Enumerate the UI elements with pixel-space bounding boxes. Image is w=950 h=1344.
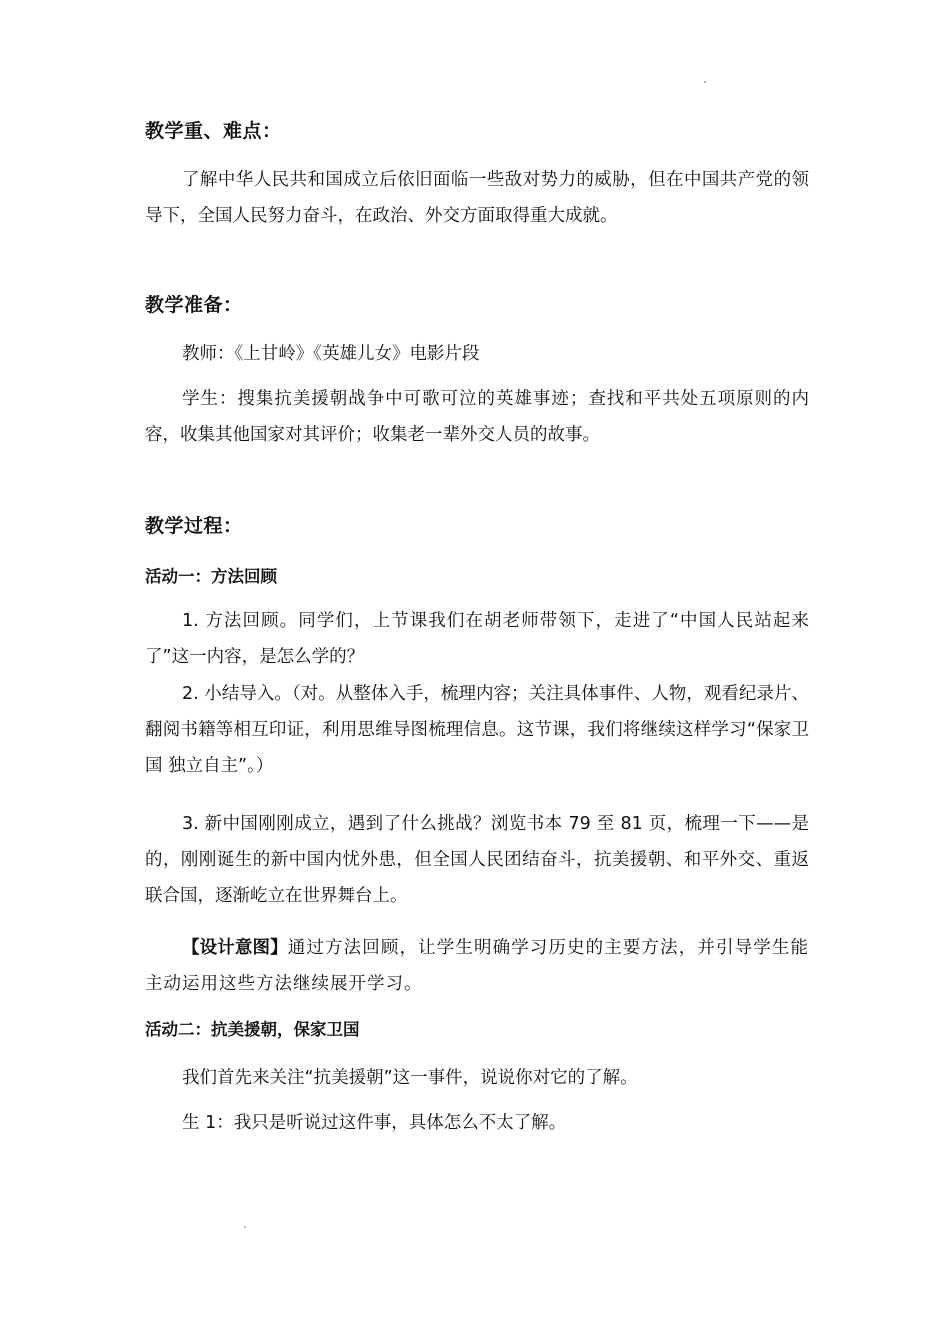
page-mark-top [704, 81, 706, 83]
design-intent-paragraph [145, 930, 809, 1002]
heading-preparation: 教学准备： [145, 294, 243, 316]
design-intent-label: 【设计意图】 [182, 938, 288, 958]
paragraph-teacher: 教师：《上甘岭》《英雄儿女》电影片段 [182, 344, 480, 364]
activity-one-item-2: 2. 小结导入。（对。从整体入手，梳理内容；关注具体事件、人物，观看纪录片、翻阅书籍等相互印证，利用思维导图梳理信息。这节课，我们将继续这样学习“保家卫国 独立自主”。） [145, 684, 809, 776]
design-intent-text: 通过方法回顾，让学生明确学习历史的主要方法，并引导学生能主动运用这些方法继续展开学习。 [145, 938, 810, 994]
activity-two-title: 活动二：抗美援朝，保家卫国 [145, 1020, 360, 1039]
page-mark-bottom [244, 1226, 246, 1228]
paragraph-key-points: 了解中华人民共和国成立后依旧面临一些敌对势力的威胁，但在中国共产党的领导下，全国人民努力奋斗，在政治、外交方面取得重大成就。 [145, 170, 809, 226]
activity-one-item-1: 1. 方法回顾。同学们，上节课我们在胡老师带领下，走进了“中国人民站起来了”这一内容，是怎么学的？ [145, 611, 809, 667]
activity-one-title: 活动一：方法回顾 [145, 567, 277, 586]
heading-key-points: 教学重、难点： [145, 120, 282, 142]
activity-two-line-2: 生 1：我只是听说过这件事，具体怎么不太了解。 [182, 1113, 567, 1133]
heading-process: 教学过程： [145, 515, 243, 537]
paragraph-student: 学生：搜集抗美援朝战争中可歌可泣的英雄事迹；查找和平共处五项原则的内容，收集其他国家对其评价；收集老一辈外交人员的故事。 [145, 389, 809, 445]
activity-two-line-1: 我们首先来关注“抗美援朝”这一事件，说说你对它的了解。 [182, 1068, 638, 1088]
activity-one-item-3: 3. 新中国刚刚成立，遇到了什么挑战？浏览书本 79 至 81 页，梳理一下——是的，刚刚诞生的新中国内忧外患，但全国人民团结奋斗，抗美援朝、和平外交、重返联合国，逐渐屹立在世界舞台上。 [145, 814, 809, 906]
